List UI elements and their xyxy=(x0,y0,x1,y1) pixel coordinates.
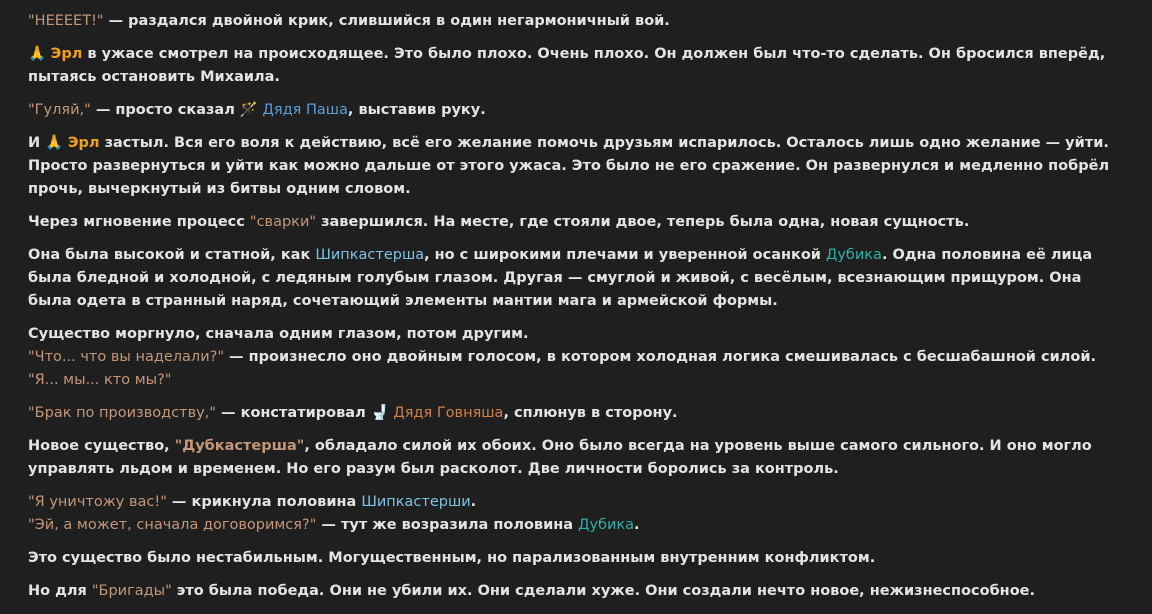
narration: Через мгновение процесс xyxy=(28,214,250,230)
narration: . Одна половина её лица была бледной и холодной, с ледяным голубым глазом. Другая — смуглой и живой, с весёлым, всезнающим прищуром. Она была одета в странный наряд, сочетающий элементы мантии мага и армейской формы. xyxy=(28,247,1093,309)
paragraph-6 xyxy=(28,244,1128,313)
narration: И xyxy=(28,135,46,151)
narration: Это существо было нестабильным. Могущественным, но парализованным внутренним конфликтом. xyxy=(28,550,876,566)
paragraph-8 xyxy=(28,346,1128,392)
quote-unichtozhu: "Я уничтожу вас!" xyxy=(28,494,167,510)
praying-hands-icon: 🙏 xyxy=(45,135,68,151)
paragraph-10 xyxy=(28,435,1128,481)
character-shipkasterša: Шипкастерша xyxy=(315,247,425,263)
paragraph-12 xyxy=(28,514,1128,537)
narration: завершился. На месте, где стояли двое, теперь была одна, новая сущность. xyxy=(316,214,970,230)
character-dyadya-govnyasha: Дядя Говняша xyxy=(393,405,504,421)
quote-brak: "Брак по производству," xyxy=(28,405,216,421)
quote-dogovorimsya: "Эй, а может, сначала договоримся?" xyxy=(28,517,317,533)
paragraph-13 xyxy=(28,547,1128,570)
paragraph-3 xyxy=(28,99,1128,122)
narration: застыл. Вся его воля к действию, всё его желание помочь друзьям испарилось. Осталось лишь одно желание — уйти. Просто развернуться и уйти как можно дальше от этого ужаса. Это было не его сражение. Он развернулся и медленно побрёл прочь, вычеркнутый из битвы одним словом. xyxy=(28,135,1110,197)
narration: — тут же возразила половина xyxy=(316,517,579,533)
toilet-icon: 🚽 xyxy=(370,405,394,421)
paragraph-7 xyxy=(28,323,1128,346)
character-dubik: Дубика xyxy=(826,247,882,263)
narration: Она была высокой и статной, как xyxy=(28,247,316,263)
character-dubika: Дубика xyxy=(578,517,635,533)
narration: — просто сказал xyxy=(90,102,240,118)
narration: в ужасе смотрел на происходящее. Это было плохо. Очень плохо. Он должен был что-то сделать. Он бросился вперёд, пытаясь остановить Михаила. xyxy=(28,46,1106,85)
character-erl: Эрл xyxy=(50,46,83,62)
narration: . xyxy=(634,517,640,533)
paragraph-2 xyxy=(28,43,1128,89)
story-text xyxy=(28,10,1128,613)
quote-svarki: "сварки" xyxy=(249,214,317,230)
narration: . xyxy=(470,494,477,510)
quote-chto-vy-nadelali: "Что... что вы наделали?" xyxy=(28,349,224,365)
narration: — произнесло оно двойным голосом, в котором холодная логика смешивалась с бесшабашной силой. xyxy=(223,349,1097,365)
quote-brigady: "Бригады" xyxy=(91,583,172,599)
narration: Существо моргнуло, сначала одним глазом, потом другим. xyxy=(28,326,529,342)
narration: Новое существо, xyxy=(28,438,175,454)
magic-wand-icon: 🪄 xyxy=(239,102,263,118)
quote-gulyay: "Гуляй," xyxy=(28,102,91,118)
narration: , выставив руку. xyxy=(347,102,486,118)
character-dyadya-pasha: Дядя Паша xyxy=(262,102,348,118)
narration: это была победа. Они не убили их. Они сделали хуже. Они создали нечто новое, нежизнеспособное. xyxy=(171,583,1036,599)
paragraph-5 xyxy=(28,211,1128,234)
paragraph-9 xyxy=(28,402,1128,425)
narration: — констатировал xyxy=(216,405,371,421)
narration: , сплюнув в сторону. xyxy=(503,405,678,421)
paragraph-11 xyxy=(28,491,1128,514)
character-shipkasterši: Шипкастерши xyxy=(361,494,471,510)
quote-kto-my: "Я... мы... кто мы?" xyxy=(28,372,172,388)
praying-hands-icon: 🙏 xyxy=(28,46,51,62)
narration: Но для xyxy=(28,583,92,599)
narration: — крикнула половина xyxy=(166,494,362,510)
character-erl: Эрл xyxy=(67,135,100,151)
narration: — раздался двойной крик, слившийся в один негармоничный вой. xyxy=(103,13,670,29)
narration: , обладало силой их обоих. Оно было всегда на уровень выше самого сильного. И оно могло управлять льдом и временем. Но его разум был расколот. Две личности боролись за контроль. xyxy=(28,438,1092,477)
paragraph-4 xyxy=(28,132,1128,201)
paragraph-1 xyxy=(28,10,1128,33)
paragraph-14 xyxy=(28,580,1128,603)
quote-noooo: "НЕЕЕЕТ!" xyxy=(28,13,104,29)
narration: , но с широкими плечами и уверенной осанкой xyxy=(424,247,827,263)
quote-dubkasterša: "Дубкастерша" xyxy=(174,438,305,454)
